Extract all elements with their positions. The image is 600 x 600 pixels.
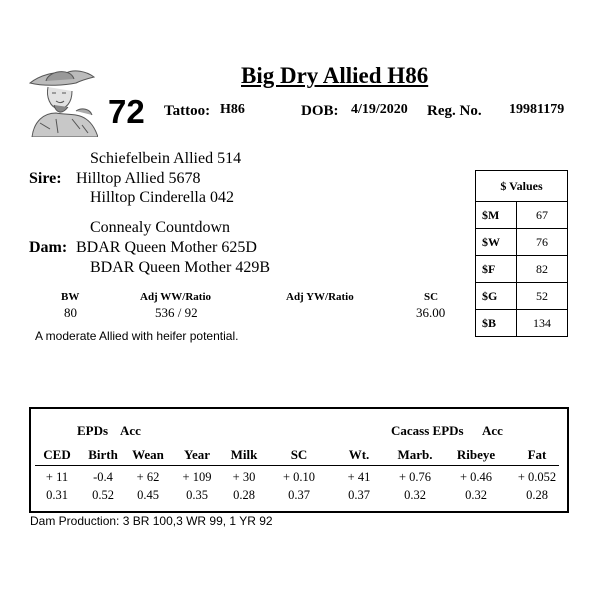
epd-accuracy: 0.31 xyxy=(46,488,68,502)
epd-col-header: Birth xyxy=(88,447,118,462)
epd-value: + 41 xyxy=(347,470,371,484)
epd-value: -0.4 xyxy=(93,470,113,484)
table-row xyxy=(476,202,568,229)
epd-col-header: Fat xyxy=(527,447,547,462)
table-row xyxy=(476,310,568,337)
epd-value: + 109 xyxy=(182,470,212,484)
epd-accuracy: 0.28 xyxy=(526,488,548,502)
lot-number: 72 xyxy=(108,93,145,130)
epd-accuracy: 0.52 xyxy=(92,488,114,502)
dollar-values-title: $ Values xyxy=(476,171,568,202)
epd-col-header: Year xyxy=(184,447,210,462)
dollar-value-key: $W xyxy=(476,229,517,256)
page-title: Big Dry Allied H86 xyxy=(241,63,429,88)
dob-label: DOB: xyxy=(301,103,339,119)
epd-table xyxy=(29,407,569,513)
epd-accuracy: 0.28 xyxy=(233,488,255,502)
carcass-epd-group-label: Cacass EPDs xyxy=(391,423,464,438)
reg-label: Reg. No. xyxy=(427,103,482,119)
epd-col-header: Wt. xyxy=(348,447,370,462)
ww-value: 536 / 92 xyxy=(155,305,198,320)
epd-accuracy: 0.37 xyxy=(288,488,310,502)
epd-group-acc-label: Acc xyxy=(120,423,141,438)
epd-col-header: Milk xyxy=(230,447,258,462)
sire-dam: Hilltop Cinderella 042 xyxy=(90,189,234,206)
dollar-value: 52 xyxy=(517,283,568,310)
dollar-value-key: $M xyxy=(476,202,517,229)
dollar-values-table xyxy=(475,170,568,337)
sc-label: SC xyxy=(424,291,439,303)
dollar-value: 76 xyxy=(517,229,568,256)
tattoo-label: Tattoo: xyxy=(164,103,211,119)
dob-value: 4/19/2020 xyxy=(351,102,408,117)
dam-name: BDAR Queen Mother 625D xyxy=(76,239,257,256)
epd-col-header: CED xyxy=(43,447,71,462)
epd-accuracy: 0.45 xyxy=(137,488,159,502)
epd-col-header: SC xyxy=(290,447,308,462)
epd-value: + 62 xyxy=(136,470,160,484)
epd-value: + 11 xyxy=(45,470,69,484)
epd-group-label: EPDs xyxy=(77,423,109,438)
carcass-epd-acc-label: Acc xyxy=(482,423,503,438)
dam-sire: Connealy Countdown xyxy=(90,219,230,236)
dollar-value: 82 xyxy=(517,256,568,283)
table-row xyxy=(476,229,568,256)
epd-value: + 30 xyxy=(232,470,256,484)
sc-value: 36.00 xyxy=(416,305,446,320)
epd-value: + 0.76 xyxy=(398,470,432,484)
reg-number: 19981179 xyxy=(509,102,565,117)
dollar-value: 67 xyxy=(517,202,568,229)
sire-sire: Schiefelbein Allied 514 xyxy=(90,150,242,167)
epd-col-header: Ribeye xyxy=(456,447,496,462)
epd-accuracy: 0.32 xyxy=(465,488,487,502)
dam-label: Dam: xyxy=(29,239,68,256)
epd-accuracy: 0.37 xyxy=(348,488,370,502)
epd-divider xyxy=(35,465,559,466)
dollar-value-key: $F xyxy=(476,256,517,283)
yw-label: Adj YW/Ratio xyxy=(286,291,354,303)
epd-value: + 0.46 xyxy=(459,470,493,484)
sire-name: Hilltop Allied 5678 xyxy=(76,170,201,187)
comment: A moderate Allied with heifer potential. xyxy=(35,329,239,343)
dam-production: Dam Production: 3 BR 100,3 WR 99, 1 YR 92 xyxy=(30,514,273,528)
dollar-value: 134 xyxy=(517,310,568,337)
bw-value: 80 xyxy=(64,305,77,320)
dollar-value-key: $G xyxy=(476,283,517,310)
table-row xyxy=(476,256,568,283)
tattoo-value: H86 xyxy=(220,102,245,117)
dam-dam: BDAR Queen Mother 429B xyxy=(90,259,270,276)
cowboy-sketch-logo xyxy=(26,63,98,137)
table-row xyxy=(476,283,568,310)
bw-label: BW xyxy=(61,291,80,303)
epd-accuracy: 0.35 xyxy=(186,488,208,502)
sire-label: Sire: xyxy=(29,170,62,187)
dollar-value-key: $B xyxy=(476,310,517,337)
epd-col-header: Wean xyxy=(132,447,164,462)
epd-col-header: Marb. xyxy=(397,447,433,462)
epd-value: + 0.10 xyxy=(282,470,316,484)
epd-value: + 0.052 xyxy=(517,470,557,484)
epd-accuracy: 0.32 xyxy=(404,488,426,502)
ww-label: Adj WW/Ratio xyxy=(140,291,211,303)
